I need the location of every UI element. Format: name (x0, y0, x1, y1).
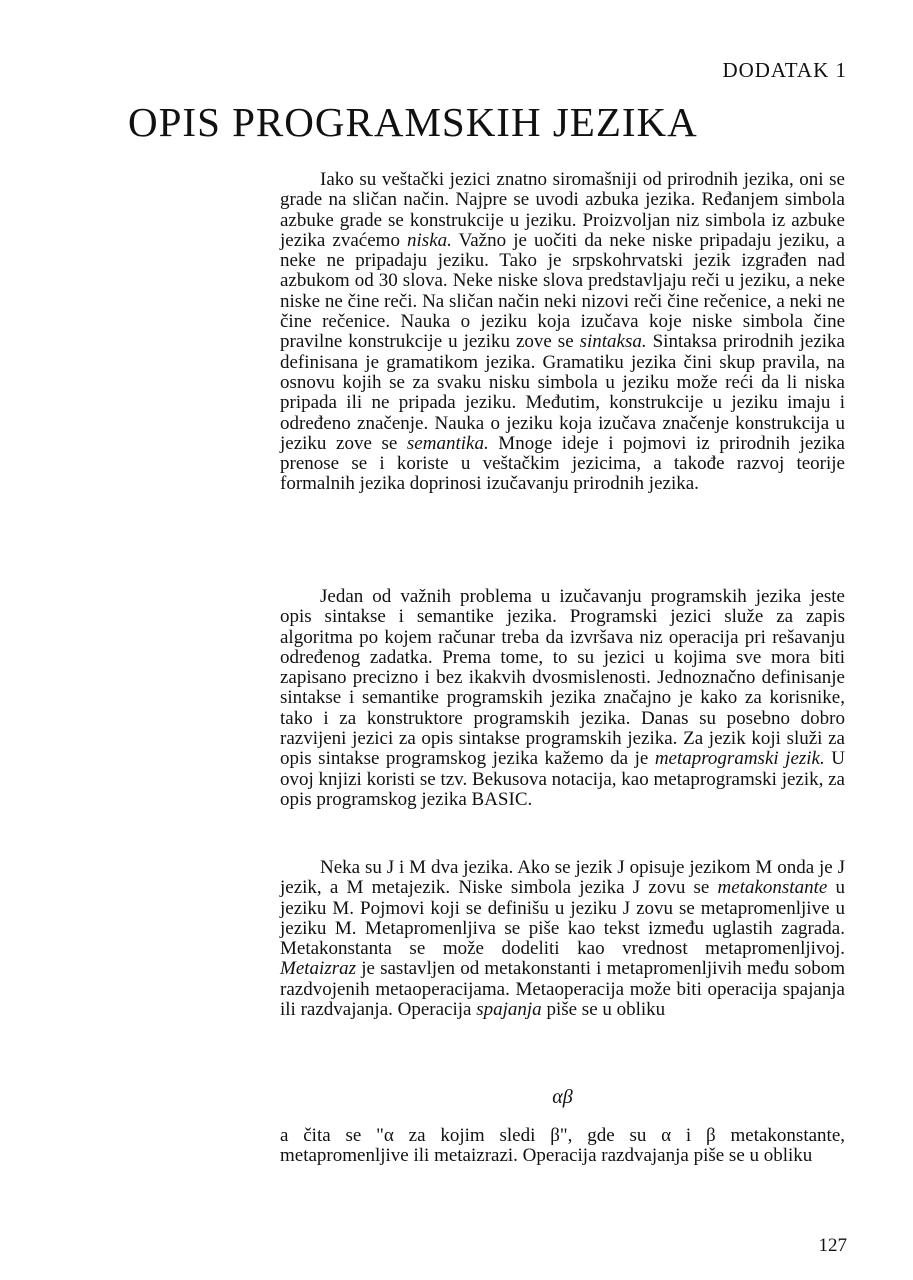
emphasis-term: niska. (407, 229, 452, 251)
text-run: Sintaksa prirodnih jezika definisana je gramatikom jezika. Gramatiku jezika čini skup pravila, na osnovu kojih se za svaku nisku simbola u jeziku može reći da li niska pripada ili ne pripada jeziku. Međutim, konstrukcije u jeziku imaju i određeno značenje. Nauka o jeziku koja izučava značenje konstrukcija u jeziku zove se (280, 331, 845, 454)
text-run: je sastavljen od metakonstanti i metapromenljivih među sobom razdvojenih metaoperacijama. Metaoperacija može biti operacija spajanja ili razdvajanja. Operacija (280, 958, 845, 1021)
text-run: Jedan od važnih problema u izučavanju programskih jezika jeste opis sintakse i semantike jezika. Programski jezici služe za zapis algoritma po kojem računar treba da izvršava niz operacija pri rešavanju određenog zadatka. Prema tome, to su jezici u kojima sve mora biti zapisano precizno i bez ikakvih dvosmislenosti. Jednoznačno definisanje sintakse i semantike programskih jezika značajno je kako za korisnike, tako i za konstruktore programskih jezika. Danas su posebno dobro razvijeni jezici za opis sintakse programskih jezika. Za jezik koji služi za opis sintakse programskog jezika kažemo da je (280, 586, 845, 770)
text-run: piše se u obliku (541, 999, 666, 1021)
running-header: DODATAK 1 (722, 58, 847, 82)
emphasis-term: Metaizraz (280, 958, 356, 980)
emphasis-term: metaprogramski jezik. (654, 748, 825, 770)
paragraph-metalanguage (280, 858, 845, 1068)
chapter-title: OPIS PROGRAMSKIH JEZIKA (128, 99, 698, 145)
text-run: Iako su veštački jezici znatno siromašniji od prirodnih jezika, oni se grade na sličan način. Najpre se uvodi azbuka jezika. Ređanjem simbola azbuke grade se konstrukcije u jeziku. Proizvoljan niz simbola iz azbuke jezika zvaćemo (280, 169, 845, 251)
page-number: 127 (818, 1235, 847, 1256)
emphasis-term: spajanja (476, 999, 542, 1021)
emphasis-term: metakonstante (717, 877, 828, 899)
emphasis-term: semantika. (406, 432, 489, 454)
formula-concatenation: αβ (552, 1086, 573, 1108)
paragraph-intro (280, 170, 845, 587)
text-run: u jeziku M. Pojmovi koji se definišu u jeziku J zovu se metapromenljive u jeziku M. Metapromenljiva se piše kao tekst između uglastih zagrada. Metakonstanta se može dodeliti kao vrednost metapromenljivoj. (280, 877, 846, 960)
text-run: Neka su J i M dva jezika. Ako se jezik J opisuje jezikom M onda je J jezik, a M metajezik. Niske simbola jezika J zovu se (280, 857, 845, 899)
text-run: Važno je uočiti da neke niske pripadaju jeziku, a neke ne pripadaju jeziku. Tako je srpskohrvatski jezik izgrađen nad azbukom od 30 slova. Neke niske slova predstavljaju reči u jeziku, a neke niske ne čine reči. Na sličan način neki nizovi reči čine rečenice, a neki ne čine rečenice. Nauka o jeziku koja izučava koje niske simbola čine pravilne konstrukcije u jeziku zove se (280, 229, 845, 353)
text-run: Mnoge ideje i pojmovi iz prirodnih jezika prenose se i koriste u veštačkim jezicima, a takođe razvoj teorije formalnih jezika doprinosi izučavanju prirodnih jezika. (280, 432, 845, 495)
body-text (280, 170, 845, 1167)
emphasis-term: sintaksa. (579, 331, 647, 353)
text-run: U ovoj knjizi koristi se tzv. Bekusova notacija, kao metaprogramski jezik, za opis programskog jezika BASIC. (280, 748, 845, 810)
paragraph-programming-languages (280, 587, 845, 858)
paragraph-reading: a čita se "α za kojim sledi β", gde su α i β metakonstante, metapromenljive ili metaizrazi. Operacija razdvajanja piše se u obliku (280, 1125, 845, 1167)
